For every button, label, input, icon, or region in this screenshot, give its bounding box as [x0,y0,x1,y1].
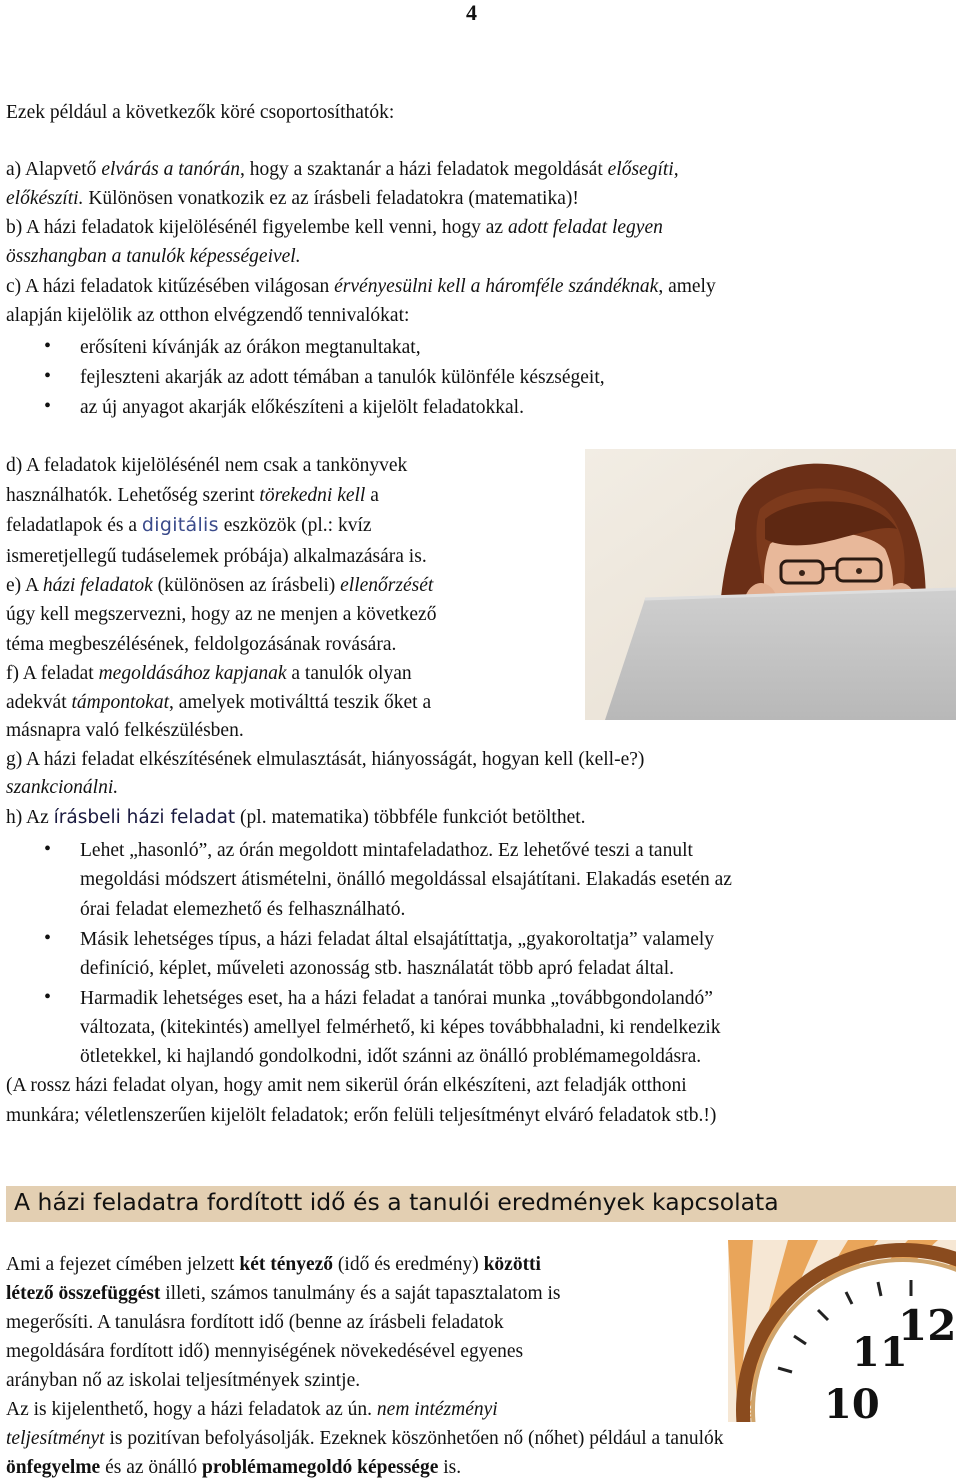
intro-text: Ezek például a következők köré csoportosíthatók: [6,102,395,123]
bullet-marker: • [44,335,52,357]
clock-number-10: 10 [824,1381,880,1422]
item-c-bullet-1: erősíteni kívánják az órákon megtanultakat, [80,337,421,358]
item-e-line-1: e) A házi feladatok (különösen az írásbeli) ellenőrzését [6,575,434,596]
item-d-line-2: használhatók. Lehetőség szerint törekedni kell a [6,485,379,506]
item-g-line-2: szankcionálni. [6,777,119,798]
item-a-line-1: a) Alapvető elvárás a tanórán, hogy a szaktanár a házi feladatok megoldását elősegíti, [6,159,679,180]
section-line-2: létező összefüggést illeti, számos tanulmány és a saját tapasztalatom is [6,1283,561,1304]
item-h-bullet-2-line-2: definíció, képlet, műveleti azonosság stb. használatát több apró feladat által. [80,958,674,979]
item-b-line-1: b) A házi feladatok kijelölésénél figyelembe kell venni, hogy az adott feladat legyen [6,217,663,238]
item-h-bullet-2-line-1: Másik lehetséges típus, a házi feladat által elsajátíttatja, „gyakoroltatja” valamely [80,929,715,950]
item-a-line-2: előkészíti. Különösen vonatkozik ez az írásbeli feladatokra (matematika)! [6,188,579,209]
item-d-line-3: feladatlapok és a digitális eszközök (pl.: kvíz [6,514,372,536]
item-h-line-1: h) Az írásbeli házi feladat (pl. matematika) többféle funkciót betölthet. [6,807,586,828]
student-laptop-photo [585,449,956,720]
item-h-bullet-3-line-2: változata, (kitekintés) amellyel felmérhető, ki képes továbbhaladni, ki rendelkezik [80,1017,721,1038]
item-c-bullet-2: fejleszteni akarják az adott témában a tanulók különféle készségeit, [80,367,605,388]
section-line-8: önfegyelme és az önálló problémamegoldó képessége is. [6,1457,462,1478]
item-c-bullet-3: az új anyagot akarják előkészíteni a kijelölt feladatokkal. [80,397,524,418]
section-line-1: Ami a fejezet címében jelzett két tényező (idő és eredmény) közötti [6,1254,541,1275]
item-h-bullet-1-line-1: Lehet „hasonló”, az órán megoldott mintafeladathoz. Ez lehetővé teszi a tanult [80,840,693,861]
item-f-line-3: másnapra való felkészülésben. [6,720,244,741]
item-f-line-1: f) A feladat megoldásához kapjanak a tanulók olyan [6,663,412,684]
page-number: 4 [466,0,477,25]
item-h-bullet-1-line-3: órai feladat elemezhető és felhasználható. [80,899,406,920]
item-f-line-2: adekvát támpontokat, amelyek motiválttá teszik őket a [6,692,432,713]
note-line-2: munkára; véletlenszerűen kijelölt feladatok; erőn felüli teljesítményt elváró feladatok stb.!) [6,1105,717,1126]
item-b-line-2: összhangban a tanulók képességeivel. [6,246,301,267]
item-c-line-2: alapján kijelölik az otthon elvégzendő tennivalókat: [6,305,410,326]
item-h-bullet-1-line-2: megoldási módszert átismételni, önálló megoldással elsajátítani. Elakadás esetén az [80,869,732,890]
note-line-1: (A rossz házi feladat olyan, hogy amit nem sikerül órán elkészíteni, azt feladják otthoni [6,1075,687,1096]
item-g-line-1: g) A házi feladat elkészítésének elmulasztását, hiányosságát, hogyan kell (kell-e?) [6,749,645,770]
section-line-3: megerősíti. A tanulásra fordított idő (benne az írásbeli feladatok [6,1312,504,1333]
item-h-bullet-3-line-1: Harmadik lehetséges eset, ha a házi feladat a tanórai munka „továbbgondolandó” [80,988,713,1009]
item-h-bullet-3-line-3: ötletekkel, ki hajlandó gondolkodni, időt szánni az önálló problémamegoldásra. [80,1046,702,1067]
section-line-6: Az is kijelenthető, hogy a házi feladatok az ún. nem intézményi [6,1399,498,1420]
clock-number-11: 11 [852,1329,908,1376]
clock-illustration [728,1240,956,1422]
item-d-line-1: d) A feladatok kijelölésénél nem csak a tankönyvek [6,455,408,476]
bullet-marker: • [44,838,52,860]
section-line-7: teljesítményt is pozitívan befolyásolják. Ezeknek köszönhetően nő (nőhet) például a tanulók [6,1428,724,1449]
bullet-marker: • [44,365,52,387]
bullet-marker: • [44,927,52,949]
item-e-line-2: úgy kell megszervezni, hogy az ne menjen a következő [6,604,437,625]
section-line-4: megoldására fordított idő) mennyiségének növekedésével egyenes [6,1341,524,1362]
section-line-5: arányban nő az iskolai teljesítmények szintje. [6,1370,361,1391]
section-heading: A házi feladatra fordított idő és a tanulói eredmények kapcsolata [6,1186,956,1222]
clock-number-12: 12 [898,1301,956,1350]
bullet-marker: • [44,395,52,417]
item-c-line-1: c) A házi feladatok kitűzésében világosan érvényesülni kell a háromféle szándéknak, amely [6,276,716,297]
item-d-line-4: ismeretjellegű tudáselemek próbája) alkalmazására is. [6,546,427,567]
item-e-line-3: téma megbeszélésének, feldolgozásának rovására. [6,634,397,655]
bullet-marker: • [44,986,52,1008]
